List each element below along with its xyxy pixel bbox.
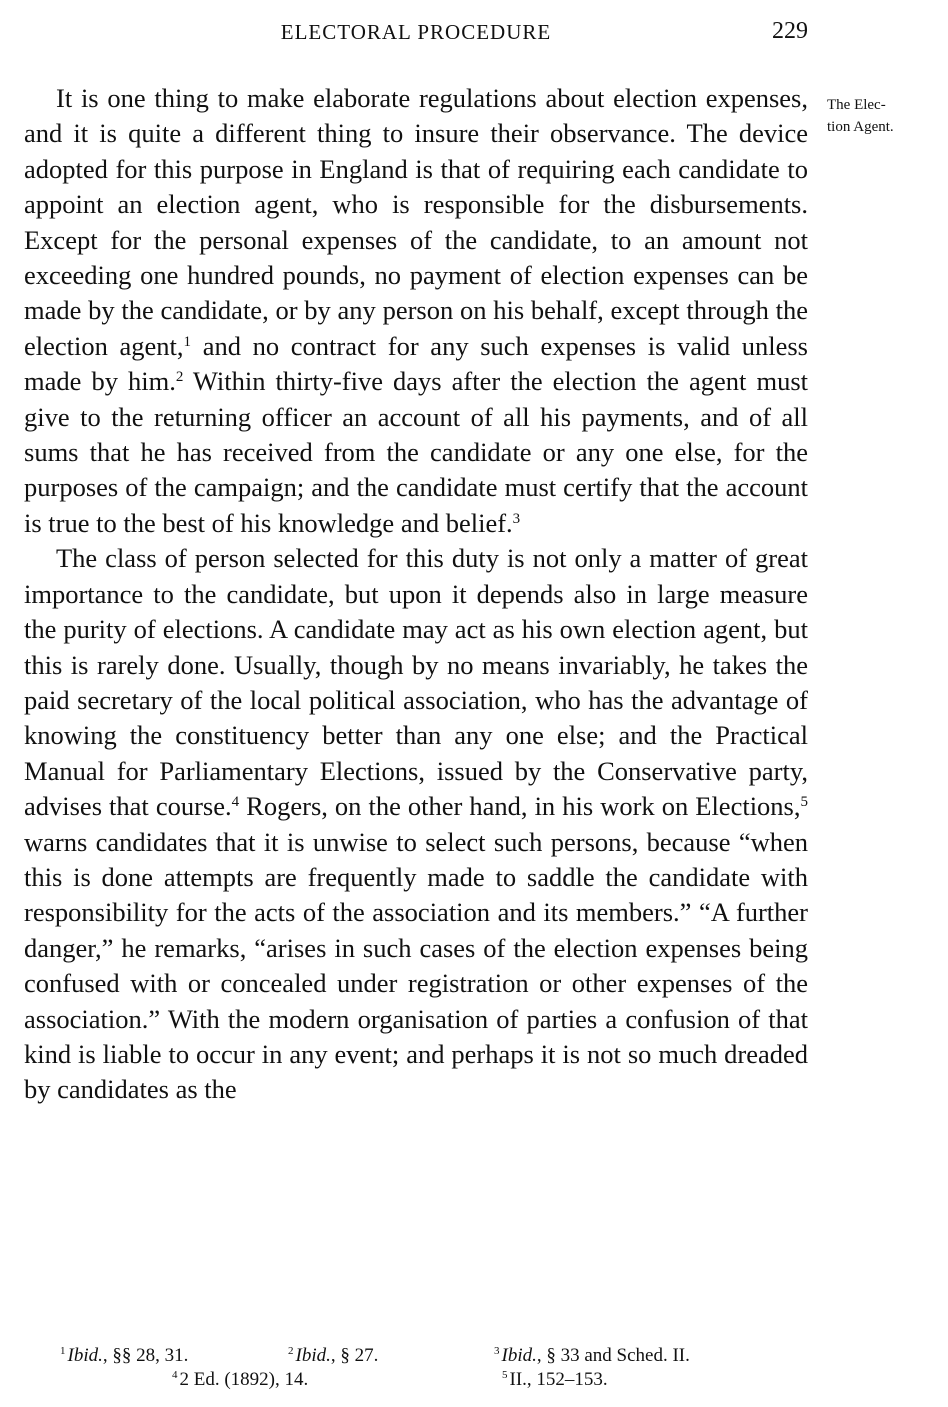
paragraph [24, 81, 808, 541]
footnote-text: , § 27. [330, 1345, 379, 1366]
footnote-text: 2 Ed. (1892), 14. [179, 1369, 309, 1390]
footnote-ref: 3 [512, 510, 521, 527]
paragraph-text: and no contract for any such expenses is valid unless made by him. [24, 330, 808, 397]
footnote-cite: Ibid. [295, 1345, 331, 1366]
footnote [288, 1344, 378, 1368]
running-title: ELECTORAL PROCEDURE [280, 20, 552, 44]
footnote-cite: Ibid. [501, 1345, 537, 1366]
footnote-row [60, 1368, 820, 1392]
footnote-ref: 4 [231, 794, 240, 811]
footnote-text: , §§ 28, 31. [102, 1345, 189, 1366]
margin-note [827, 94, 945, 138]
footnote-text: II., 152–153. [509, 1369, 608, 1390]
footnote [60, 1344, 188, 1368]
footnote [502, 1368, 608, 1392]
body-text [24, 81, 808, 1108]
footnote-text: , § 33 and Sched. II. [536, 1345, 690, 1366]
footnote-row [60, 1344, 820, 1368]
paragraph-text: The class of person selected for this duty is not only a matter of great importance to the candidate, but upon it depends also in large measure the purity of elections. A candidate may act as his own election agent, but this is rarely done. Usually, though by no means invariably, he takes the paid secretary of the local political association, who has the advantage of knowing the constituency better than any one else; and the Practical Manual for Parliamentary Elections, issued by the Conservative party, advises that course. [24, 543, 808, 822]
footnote-cite: Ibid. [67, 1345, 103, 1366]
paragraph [24, 541, 808, 1108]
footnote-ref: 2 [175, 369, 184, 386]
margin-note-line: tion Agent. [827, 119, 894, 135]
paragraph-text: It is one thing to make elaborate regulations about election expenses, and it is quite a different thing to insure their observance. The device adopted for this purpose in England is that of requiring each candidate to appoint an election agent, who is responsible for the disbursements. Except for the personal expenses of the candidate, to an amount not exceeding one hundred pounds, no payment of election expenses can be made by the candidate, or by any person on his behalf, except through the election agent, [24, 83, 808, 361]
paragraph-text: Within thirty-five days after the election the agent must give to the returning officer an account of all his payments, and of all sums that he has received from the candidate or any one else, for the purposes of the campaign; and the candidate must certify that the account is true to the best of his knowledge and belief. [24, 366, 808, 538]
paragraph-text: warns candidates that it is unwise to select such persons, because “when this is done attempts are frequently made to saddle the candidate with responsibility for the acts of the association and its members.” “A further danger,” he remarks, “arises in such cases of the election expenses being confused with or concealed under registration or other expenses of the association.” With the modern organisation of parties a confusion of that kind is liable to occur in any event; and perhaps it is not so much dreaded by candidates as the [24, 826, 808, 1105]
footnote-mark: 2 [288, 1345, 294, 1357]
footnote-ref: 5 [800, 794, 808, 811]
footnote-mark: 5 [502, 1369, 508, 1381]
footnote [494, 1344, 690, 1368]
footnote [172, 1368, 308, 1392]
footnote-ref: 1 [183, 333, 192, 350]
footnote-mark: 4 [172, 1369, 178, 1381]
paragraph-text: Rogers, on the other hand, in his work on Elections, [239, 791, 801, 822]
footnotes [60, 1344, 820, 1392]
margin-note-line: The Elec- [827, 97, 886, 113]
footnote-mark: 1 [60, 1345, 66, 1357]
footnote-mark: 3 [494, 1345, 500, 1357]
page-header [24, 14, 808, 50]
page-number: 229 [772, 18, 808, 44]
